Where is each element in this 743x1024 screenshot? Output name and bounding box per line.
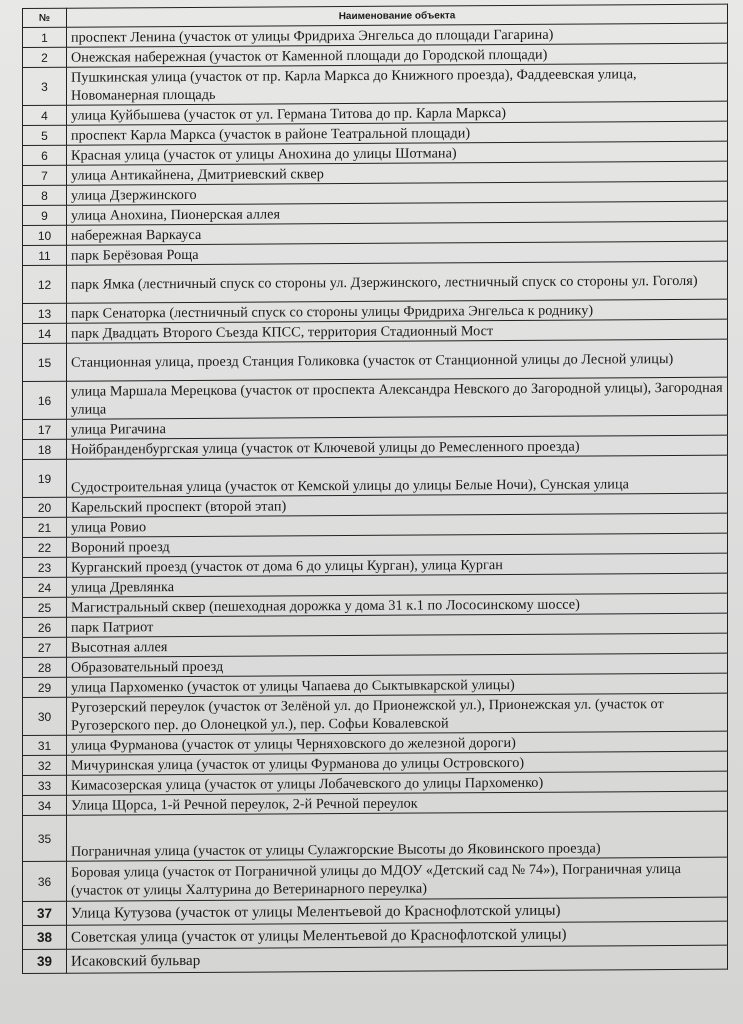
object-name: проспект Ленина (участок от улицы Фридриха Энгельса до площади Гагарина) (67, 23, 728, 47)
row-number: 27 (23, 637, 67, 657)
row-number: 26 (23, 617, 67, 637)
object-name: улица Куйбышева (участок от ул. Германа Титова до пр. Карла Маркса) (67, 101, 728, 125)
object-name: парк Двадцать Второго Съезда КПСС, территория Стадионный Мост (67, 319, 728, 343)
row-number: 16 (23, 381, 67, 419)
row-number: 4 (23, 105, 67, 125)
object-name: улица Дзержинского (67, 181, 728, 205)
row-number: 9 (23, 205, 67, 225)
table-row (23, 811, 728, 861)
object-name: парк Патриот (67, 613, 728, 637)
object-name: улица Пархоменко (участок от улицы Чапаева до Сыктывкарской улицы) (67, 673, 728, 697)
row-number: 24 (23, 577, 67, 597)
table-row (23, 857, 728, 901)
object-name: парк Ямка (лестничный спуск со стороны ул. Дзержинского, лестничный спуск со стороны ул. Гоголя) (67, 261, 728, 303)
row-number: 37 (23, 901, 67, 925)
object-name: Магистральный сквер (пешеходная дорожка у дома 31 к.1 по Лососинскому шоссе) (67, 593, 728, 617)
object-name: парк Сенаторка (лестничный спуск со стороны улицы Фридриха Энгельса к роднику) (67, 299, 728, 323)
object-name: улица Ровио (67, 513, 728, 537)
object-name: проспект Карла Маркса (участок в районе Театральной площади) (67, 121, 728, 145)
row-number: 2 (23, 47, 67, 67)
table-row (23, 339, 728, 381)
table-row (23, 945, 728, 973)
object-name: Станционная улица, проезд Станция Голиковка (участок от Станционной улицы до Лесной улицы) (67, 339, 728, 381)
object-name: улица Маршала Мерецкова (участок от проспекта Александра Невского до Загородной улицы), Загородная улица (67, 377, 728, 419)
object-name: Красная улица (участок от улицы Анохина до улицы Шотмана) (67, 141, 728, 165)
object-name: парк Берёзовая Роща (67, 241, 728, 265)
table-row (23, 261, 728, 303)
row-number: 6 (23, 145, 67, 165)
row-number: 14 (23, 323, 67, 343)
table-row (23, 63, 728, 105)
row-number: 31 (23, 735, 67, 755)
row-number: 8 (23, 185, 67, 205)
row-number: 38 (23, 925, 67, 949)
row-number: 15 (23, 343, 67, 381)
row-number: 11 (23, 245, 67, 265)
object-name: Высотная аллея (67, 633, 728, 657)
object-name: Онежская набережная (участок от Каменной площади до Городской площади) (67, 43, 728, 67)
row-number: 21 (23, 517, 67, 537)
object-name: Улица Щорса, 1-й Речной переулок, 2-й Речной переулок (67, 791, 728, 815)
row-number: 10 (23, 225, 67, 245)
row-number: 33 (23, 775, 67, 795)
row-number: 39 (23, 949, 67, 973)
row-number: 19 (23, 459, 67, 497)
row-number: 17 (23, 419, 67, 439)
row-number: 36 (23, 861, 67, 901)
object-name: улица Анохина, Пионерская аллея (67, 201, 728, 225)
row-number: 13 (23, 303, 67, 323)
object-name: Курганский проезд (участок от дома 6 до улицы Курган), улица Курган (67, 553, 728, 577)
object-name: Боровая улица (участок от Пограничной улицы до МДОУ «Детский сад № 74»), Пограничная улица (участок от улицы Халтурина до Ветеринарного переулка) (67, 857, 728, 901)
row-number: 28 (23, 657, 67, 677)
object-name: Карельский проспект (второй этап) (67, 493, 728, 517)
object-name: улица Древлянка (67, 573, 728, 597)
objects-table (22, 4, 728, 974)
number-column-header: № (23, 8, 67, 27)
object-name: Мичуринская улица (участок от улицы Фурманова до улицы Островского) (67, 751, 728, 775)
table-row (23, 455, 728, 497)
row-number: 32 (23, 755, 67, 775)
object-name: улица Ригачина (67, 415, 728, 439)
object-name: Образовательный проезд (67, 653, 728, 677)
object-name: Советская улица (участок от улицы Мелентьевой до Краснофлотской улицы) (67, 921, 728, 949)
row-number: 5 (23, 125, 67, 145)
name-column-header: Наименование объекта (67, 4, 728, 27)
object-name: Пограничная улица (участок от улицы Сулажгорские Высоты до Яковинского проезда) (67, 811, 728, 861)
row-number: 18 (23, 439, 67, 459)
table-row (23, 693, 728, 735)
row-number: 25 (23, 597, 67, 617)
row-number: 3 (23, 67, 67, 105)
object-name: Ругозерский переулок (участок от Зелёной ул. до Прионежской ул.), Прионежская ул. (участок от Ругозерского пер. до Олонецкой ул.), пер. Софьи Ковалевской (67, 693, 728, 735)
row-number: 1 (23, 27, 67, 47)
object-name: Вороний проезд (67, 533, 728, 557)
object-name: Кимасозерская улица (участок от улицы Лобачевского до улицы Пархоменко) (67, 771, 728, 795)
object-name: Пушкинская улица (участок от пр. Карла Маркса до Книжного проезда), Фаддеевская улица, Новоманерная площадь (67, 63, 728, 105)
object-name: Исаковский бульвар (67, 945, 728, 973)
row-number: 34 (23, 795, 67, 815)
object-name: Улица Кутузова (участок от улицы Мелентьевой до Краснофлотской улицы) (67, 897, 728, 925)
row-number: 20 (23, 497, 67, 517)
object-name: набережная Варкауса (67, 221, 728, 245)
row-number: 23 (23, 557, 67, 577)
row-number: 35 (23, 815, 67, 861)
row-number: 7 (23, 165, 67, 185)
table-body (23, 23, 728, 973)
row-number: 30 (23, 697, 67, 735)
row-number: 22 (23, 537, 67, 557)
row-number: 29 (23, 677, 67, 697)
object-name: Нойбранденбургская улица (участок от Ключевой улицы до Ремесленного проезда) (67, 435, 728, 459)
table-row (23, 377, 728, 419)
object-name: улица Антикайнена, Дмитриевский сквер (67, 161, 728, 185)
object-name: улица Фурманова (участок от улицы Черняховского до железной дороги) (67, 731, 728, 755)
row-number: 12 (23, 265, 67, 303)
object-name: Судостроительная улица (участок от Кемской улицы до улицы Белые Ночи), Сунская улица (67, 455, 728, 497)
